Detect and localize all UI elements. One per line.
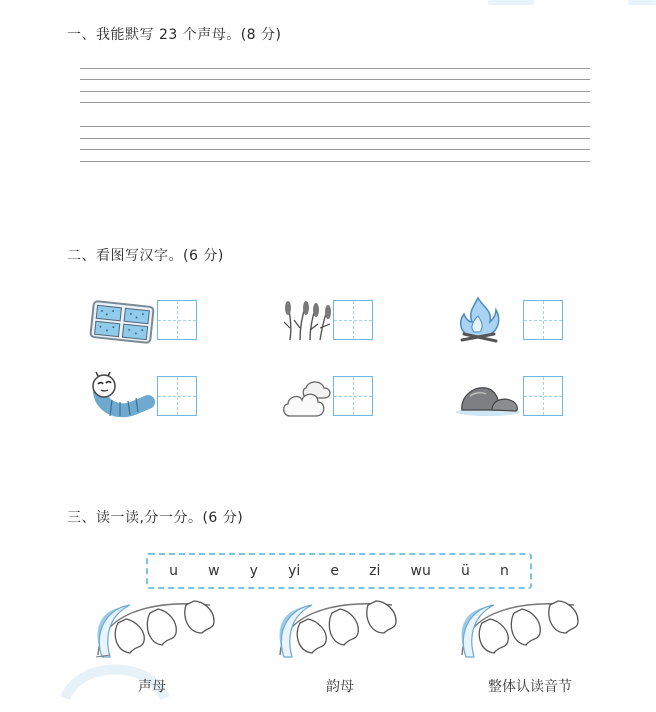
category-initials: 声母 <box>138 679 166 695</box>
category-whole-syllables: 整体认读音节 <box>488 679 572 695</box>
letter-item[interactable]: ü <box>460 563 470 579</box>
stone-icon <box>456 380 522 416</box>
section-3-title: 三、读一读,分一分。(6 分) <box>67 510 244 526</box>
writing-box-6[interactable] <box>523 376 563 416</box>
letter-item[interactable]: n <box>499 563 509 579</box>
field-icon <box>86 298 158 346</box>
writing-box-1[interactable] <box>157 300 197 340</box>
category-finals: 韵母 <box>326 679 354 695</box>
section-2-title: 二、看图写汉字。(6 分) <box>67 248 224 264</box>
cloud-icon <box>282 378 332 420</box>
fire-icon <box>454 294 504 344</box>
letter-box <box>146 553 532 589</box>
letter-item[interactable]: yi <box>288 563 301 579</box>
writing-box-3[interactable] <box>523 300 563 340</box>
letter-item[interactable]: y <box>249 563 258 579</box>
writing-lines[interactable] <box>80 66 590 166</box>
writing-box-2[interactable] <box>333 300 373 340</box>
worm-icon <box>90 372 156 418</box>
letter-item[interactable]: zi <box>369 563 381 579</box>
letter-item[interactable]: w <box>208 563 220 579</box>
letter-item[interactable]: u <box>169 563 178 579</box>
letter-item[interactable]: wu <box>410 563 431 579</box>
section-1-title: 一、我能默写 23 个声母。(8 分) <box>67 27 282 43</box>
letter-item[interactable]: e <box>330 563 339 579</box>
writing-box-5[interactable] <box>333 376 373 416</box>
bell-flower-2[interactable] <box>272 595 422 670</box>
bell-flower-3[interactable] <box>454 595 604 670</box>
writing-box-4[interactable] <box>157 376 197 416</box>
bell-flower-1[interactable] <box>90 595 240 670</box>
rice-icon <box>282 298 334 342</box>
top-decoration <box>0 0 656 8</box>
